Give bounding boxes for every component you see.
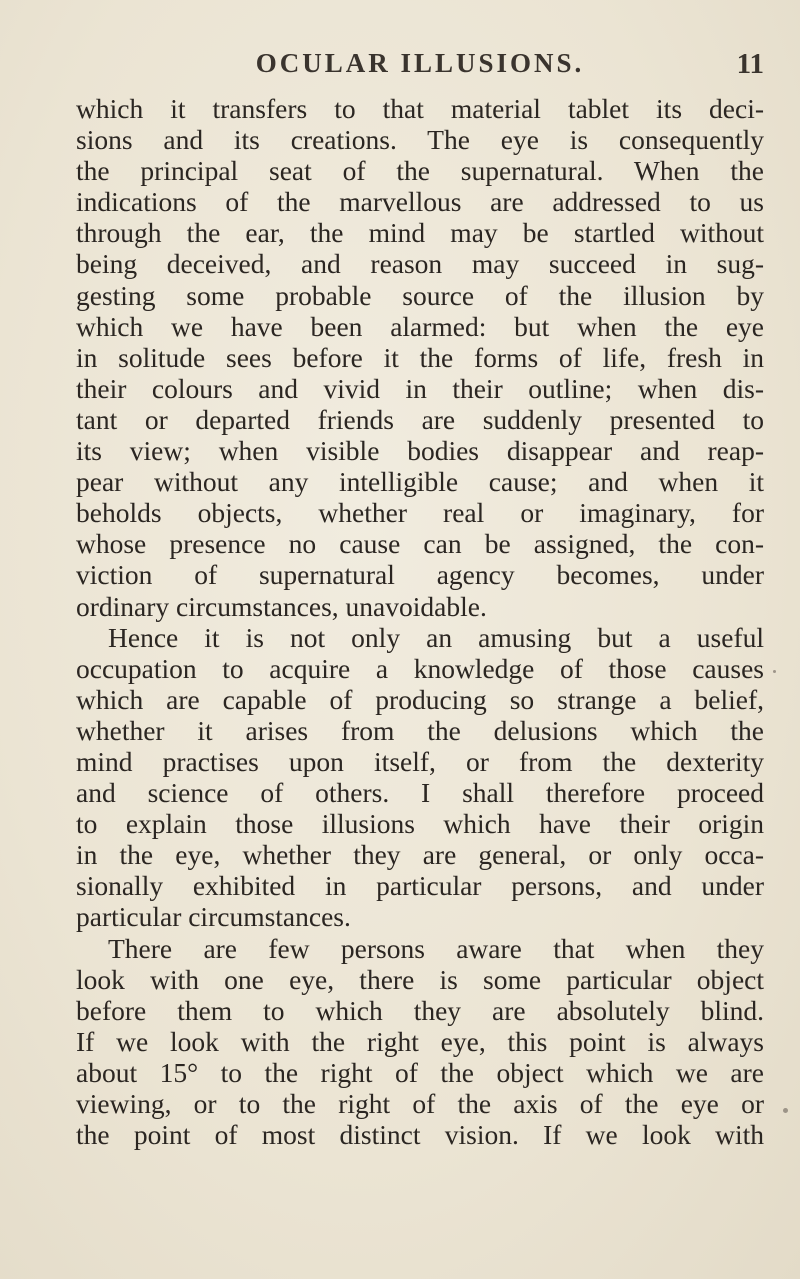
text-line: its view; when visible bodies disappear and reap-	[76, 435, 764, 467]
text-line: mind practises upon itself, or from the dexterity	[76, 745, 764, 777]
text-line: pear without any intelligible cause; and when it	[76, 466, 764, 498]
text-line: in the eye, whether they are general, or only occa-	[76, 839, 764, 871]
body-text	[76, 93, 764, 1150]
text-line: viewing, or to the right of the axis of the eye or	[76, 1088, 764, 1119]
text-line: particular circumstances.	[76, 901, 351, 933]
text-line: gesting some probable source of the illusion by	[76, 279, 764, 311]
page-header	[76, 48, 764, 88]
text-line: to explain those illusions which have their origin	[76, 808, 764, 840]
text-line: sions and its creations. The eye is consequently	[76, 124, 764, 156]
text-line: whose presence no cause can be assigned, the con-	[76, 528, 764, 560]
text-line: There are few persons aware that when they	[108, 932, 764, 964]
text-line: sionally exhibited in particular persons, and under	[76, 870, 764, 902]
text-line: which are capable of producing so strange a belief,	[76, 683, 764, 715]
text-line: in solitude sees before it the forms of life, fresh in	[76, 341, 764, 373]
text-line: the principal seat of the supernatural. When the	[76, 155, 764, 187]
text-line: indications of the marvellous are addressed to us	[76, 186, 764, 218]
running-head: OCULAR ILLUSIONS.	[255, 48, 585, 78]
paper-speck	[783, 1108, 788, 1113]
text-line: beholds objects, whether real or imaginary, for	[76, 497, 764, 529]
text-line: ordinary circumstances, unavoidable.	[76, 590, 487, 622]
text-line: which it transfers to that material tablet its deci-	[76, 93, 764, 124]
text-line: look with one eye, there is some particular object	[76, 963, 764, 995]
text-line: occupation to acquire a knowledge of those causes	[76, 652, 764, 684]
text-line: the point of most distinct vision. If we look with	[76, 1119, 764, 1151]
text-line: tant or departed friends are suddenly presented to	[76, 403, 764, 435]
text-line: through the ear, the mind may be startled without	[76, 217, 764, 249]
page-number: 11	[736, 48, 764, 80]
text-line: being deceived, and reason may succeed in sug-	[76, 248, 764, 280]
text-line: viction of supernatural agency becomes, under	[76, 559, 764, 591]
paper-speck	[773, 670, 776, 673]
text-line: Hence it is not only an amusing but a useful	[108, 621, 764, 653]
text-line: their colours and vivid in their outline; when dis-	[76, 372, 764, 404]
text-line: If we look with the right eye, this point is always	[76, 1025, 764, 1057]
text-line: before them to which they are absolutely blind.	[76, 994, 764, 1026]
text-line: whether it arises from the delusions which the	[76, 714, 764, 746]
text-line: which we have been alarmed: but when the eye	[76, 310, 764, 342]
text-line: about 15° to the right of the object which we are	[76, 1056, 764, 1088]
text-line: and science of others. I shall therefore proceed	[76, 777, 764, 809]
